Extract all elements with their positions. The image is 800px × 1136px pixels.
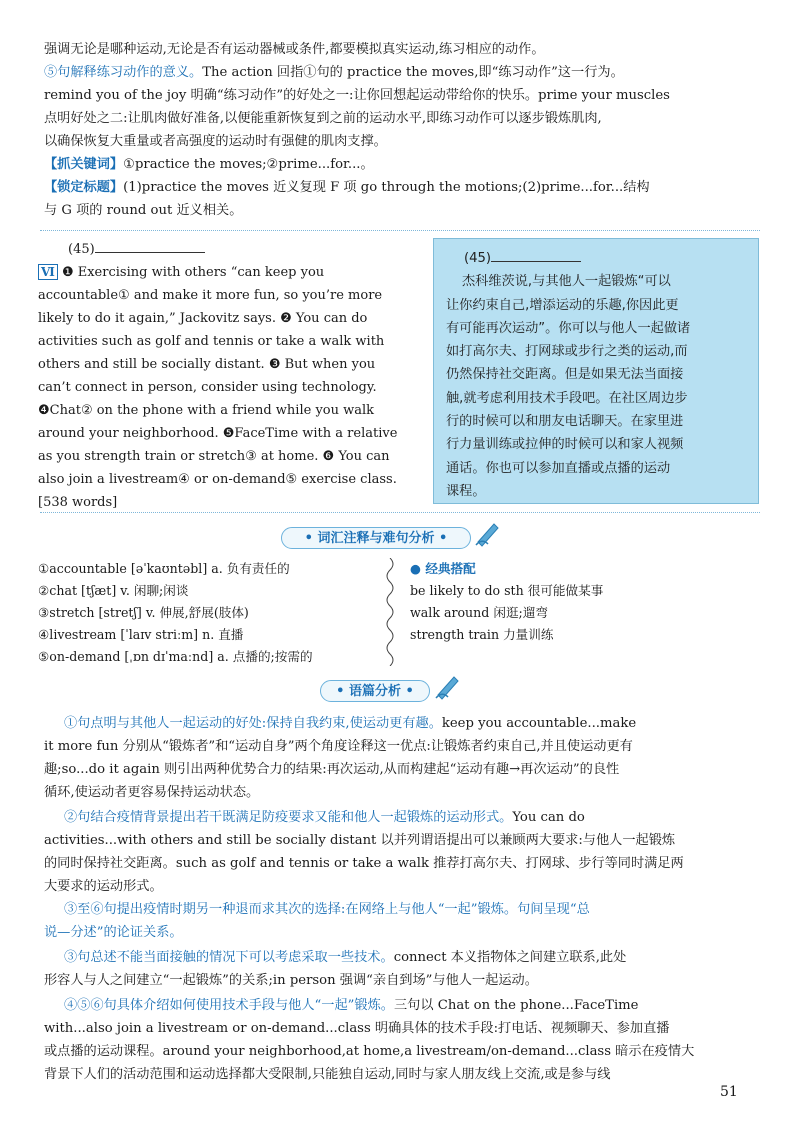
translation-line: 仍然保持社交距离。但是如果无法当面接 <box>446 367 684 383</box>
section-divider <box>40 230 760 231</box>
translation-line: 触,就考虑利用技术手段吧。在社区周边步 <box>446 390 688 406</box>
translation-line: 通话。你也可以参加直播或点播的运动 <box>446 460 671 476</box>
analysis-p2-line3: 的同时保持社交距离。such as golf and tennis or take a walk 推荐打高尔夫、打网球、步行等同时满足两 <box>44 856 684 871</box>
translation-blank <box>491 247 581 262</box>
translation-box <box>433 238 759 504</box>
passage-line: ❹Chat② on the phone with a friend while you walk <box>38 403 375 418</box>
word-count: [538 words] <box>38 495 118 510</box>
analysis-p5-line2: with...also join a livestream or on-demand...class 明确具体的技术手段:打电话、视频聊天、参加直播 <box>44 1021 670 1036</box>
collocation-list <box>410 558 755 646</box>
analysis-p2-line4: 大要求的运动形式。 <box>44 879 163 894</box>
translation-line: 行的时候可以和朋友电话聊天。在家里进 <box>446 414 684 430</box>
collocation-item: be likely to do sth 很可能做某事 <box>410 583 604 598</box>
analysis-p2-rest: You can do <box>512 810 585 825</box>
vocab-list <box>38 558 383 668</box>
title-text-1: (1)practice the moves 近义复现 F 项 go through the motions;(2)prime...for...结构 <box>123 180 650 195</box>
translation-line: 课程。 <box>446 483 486 499</box>
top-line-2 <box>44 61 756 84</box>
analysis-p1-line4: 循环,使运动者更容易保持运动状态。 <box>44 785 260 800</box>
vocab-item: ④livestream [ˈlaɪv striːm] n. 直播 <box>38 627 244 642</box>
pen-icon <box>472 518 502 548</box>
analysis-p2-summary: ②句结合疫情背景提出若干既满足防疫要求又能和他人一起锻炼的运动形式。 <box>64 810 513 825</box>
wavy-divider <box>384 558 396 666</box>
analysis-p1-line2: it more fun 分别从“锻炼者”和“运动自身”两个角度诠释这一优点:让锻炼者约束自己,并且使运动更有 <box>44 739 633 754</box>
analysis-p2-line1 <box>44 806 756 829</box>
top-line-4: 点明好处之二:让肌肉做好准备,以便能重新恢复到之前的运动水平,即练习动作可以逐步锻炼肌肉, <box>44 111 602 126</box>
translation-blank-label: (45) <box>464 251 492 266</box>
section-divider <box>40 512 760 513</box>
passage-blank-label: (45) <box>68 242 95 257</box>
sentence5-note: ⑤句解释练习动作的意义。 <box>44 65 203 80</box>
top-line-1: 强调无论是哪种运动,无论是否有运动器械或条件,都要模拟真实运动,练习相应的动作。 <box>44 42 545 57</box>
analysis-p3-line2: 说—分述”的论证关系。 <box>44 925 183 940</box>
analysis-p3-line1 <box>44 898 756 921</box>
keywords-line <box>44 153 756 176</box>
top-line-5: 以确保恢复大重量或者高强度的运动时有强健的肌肉支撑。 <box>44 134 387 149</box>
passage-line: likely to do it again,” Jackovitz says. ❷ You can do <box>38 311 368 326</box>
translation-blank-line <box>446 247 746 270</box>
passage <box>38 238 418 514</box>
vocab-item: ②chat [tʃæt] v. 闲聊;闲谈 <box>38 583 189 598</box>
analysis-p5-line3: 或点播的运动课程。around your neighborhood,at home,a livestream/on-demand...class 暗示在疫情大 <box>44 1044 695 1059</box>
translation-line: 有可能再次运动”。你可以与他人一起做诸 <box>446 320 691 336</box>
passage-blank-line <box>38 238 418 261</box>
analysis-p5-line1 <box>44 994 756 1017</box>
analysis-p1-summary: ①句点明与其他人一起运动的好处:保持自我约束,使运动更有趣。 <box>64 716 442 731</box>
page-number: 51 <box>720 1084 738 1100</box>
title-label: 【锁定标题】 <box>44 180 124 195</box>
collocation-title: ● 经典搭配 <box>410 561 476 576</box>
passage-line: can’t connect in person, consider using technology. <box>38 380 377 395</box>
passage-line: accountable① and make it more fun, so you’re more <box>38 288 383 303</box>
vocab-item: ⑤on-demand [ˌɒn dɪˈmaːnd] a. 点播的;按需的 <box>38 649 313 664</box>
translation-line: 让你约束自己,增添运动的乐趣,你因此更 <box>446 297 679 313</box>
passage-line-text: ❶ Exercising with others “can keep you <box>61 265 325 280</box>
analysis-p5-summary: ④⑤⑥句具体介绍如何使用技术手段与他人“一起”锻炼。 <box>64 998 394 1013</box>
passage-line: also join a livestream④ or on-demand⑤ exercise class. <box>38 472 397 487</box>
analysis-p1-line3: 趣;so...do it again 则引出两种优势合力的结果:再次运动,从而构建起“运动有趣→再次运动”的良性 <box>44 762 620 777</box>
analysis-p1-line1 <box>44 712 756 735</box>
analysis-p4-line1 <box>44 946 756 969</box>
analysis-p2-line2: activities...with others and still be socially distant 以并列谓语提出可以兼顾两大要求:与他人一起锻炼 <box>44 833 676 848</box>
analysis-p1-rest: keep you accountable...make <box>441 716 637 731</box>
keywords-text: ①practice the moves;②prime...for...。 <box>123 157 374 172</box>
top-line-3: remind you of the joy 明确“练习动作”的好处之一:让你回想起运动带给你的快乐。prime your muscles <box>44 88 670 103</box>
collocation-item: strength train 力量训练 <box>410 627 554 642</box>
passage-line: as you strength train or stretch③ at home. ❻ You can <box>38 449 390 464</box>
passage-line: around your neighborhood. ❺FaceTime with a relative <box>38 426 398 441</box>
passage-line: activities such as golf and tennis or take a walk with <box>38 334 385 349</box>
passage-line: others and still be socially distant. ❸ But when you <box>38 357 376 372</box>
paragraph-mark: Ⅵ <box>38 264 58 280</box>
analysis-p4-line2: 形容人与人之间建立“一起锻炼”的关系;in person 强调“亲自到场”与他人一起运动。 <box>44 973 538 988</box>
title-line-1 <box>44 176 756 199</box>
passage-line <box>38 261 418 284</box>
analysis-section-title: • 语篇分析 • <box>320 680 430 702</box>
keywords-label: 【抓关键词】 <box>44 157 124 172</box>
analysis-p5-line4: 背景下人们的活动范围和运动选择都大受限制,只能独自运动,同时与家人朋友线上交流,或是参与线 <box>44 1067 611 1082</box>
vocab-item: ③stretch [stretʃ] v. 伸展,舒展(肢体) <box>38 605 249 620</box>
analysis-p5-rest: 三句以 Chat on the phone...FaceTime <box>393 998 639 1013</box>
analysis-p4-summary: ③句总述不能当面接触的情况下可以考虑采取一些技术。 <box>64 950 394 965</box>
translation-line: 杰科维茨说,与其他人一起锻炼“可以 <box>462 274 671 290</box>
top-line-2-rest: The action 回指①句的 practice the moves,即“练习动作”这一行为。 <box>202 65 624 80</box>
title-line-2: 与 G 项的 round out 近义相关。 <box>44 203 243 218</box>
answer-blank <box>95 238 205 253</box>
pen-icon <box>432 671 462 701</box>
collocation-item: walk around 闲逛;遛弯 <box>410 605 548 620</box>
analysis-p3-summary: ③至⑥句提出疫情时期另一种退而求其次的选择:在网络上与他人“一起”锻炼。句间呈现“总 <box>64 902 590 917</box>
analysis-p4-rest: connect 本义指物体之间建立联系,此处 <box>393 950 627 965</box>
translation-line: 如打高尔夫、打网球或步行之类的运动,而 <box>446 344 688 360</box>
vocab-item: ①accountable [əˈkaʊntəbl] a. 负有责任的 <box>38 561 290 576</box>
translation-line: 行力量训练或拉伸的时候可以和家人视频 <box>446 437 684 453</box>
vocab-section-title: • 词汇注释与难句分析 • <box>281 527 471 549</box>
